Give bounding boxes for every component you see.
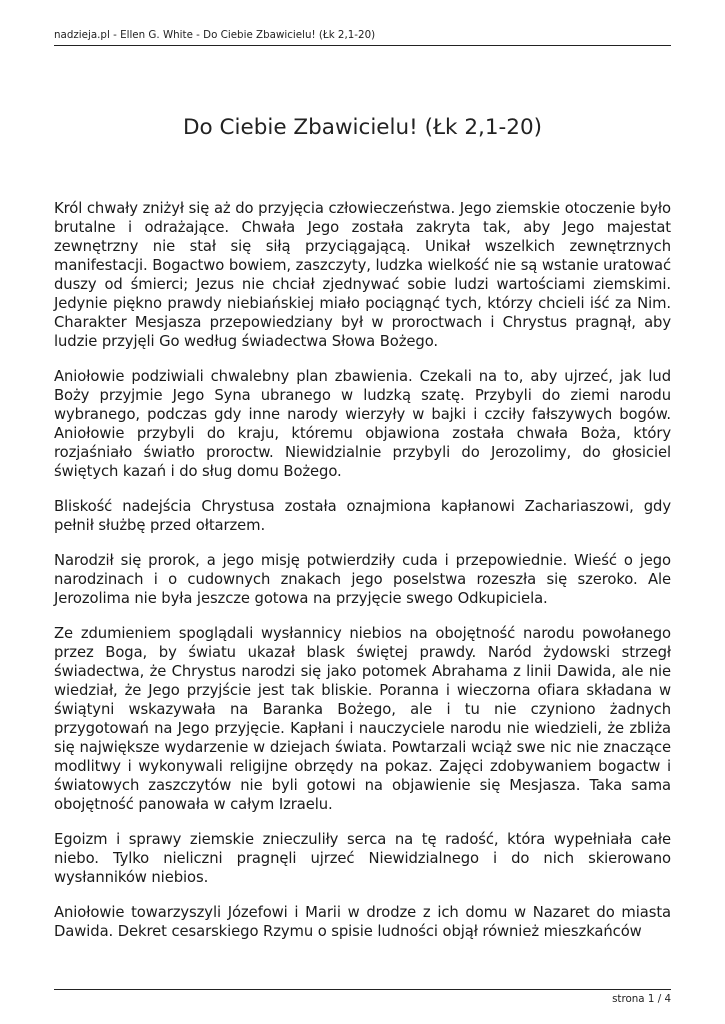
document-body (54, 199, 671, 957)
paragraph: Narodził się prorok, a jego misję potwierdziły cuda i przepowiednie. Wieść o jego narodzinach i o cudownych znakach jego poselstwa rozeszła się szeroko. Ale Jerozolima nie była jeszcze gotowa na przyjęcie swego Odkupiciela. (54, 552, 671, 607)
paragraph: Egoizm i sprawy ziemskie znieczuliły serca na tę radość, która wypełniała całe niebo. Tylko nieliczni pragnęli ujrzeć Niewidzialnego i do nich skierowano wysłanników niebios. (54, 831, 671, 886)
page-footer (54, 989, 671, 1005)
page-header (54, 29, 671, 46)
paragraph: Bliskość nadejścia Chrystusa została oznajmiona kapłanowi Zachariaszowi, gdy pełnił służbę przed ołtarzem. (54, 498, 671, 534)
paragraph: Ze zdumieniem spoglądali wysłannicy niebios na obojętność narodu powołanego przez Boga, by światu ukazał blask świętej prawdy. Naród żydowski strzegł świadectwa, że Chrystus narodzi się jako potomek Abrahama z linii Dawida, ale nie wiedział, że Jego przyjście jest tak bliskie. Poranna i wieczorna ofiara składana w świątyni wskazywała na Baranka Bożego, ale i tu nie czyniono żadnych przygotowań na Jego przyjęcie. Kapłani i nauczyciele narodu nie wiedzieli, że zbliża się największe wydarzenie w dziejach świata. Powtarzali wciąż swe nic nie znaczące modlitwy i wykonywali religijne obrzędy na pokaz. Zajęci zdobywaniem bogactw i światowych zaszczytów nie byli gotowi na objawienie się Mesjasza. Taka sama obojętność panowała w całym Izraelu. (54, 625, 671, 813)
header-text: nadzieja.pl - Ellen G. White - Do Ciebie Zbawicielu! (Łk 2,1-20) (54, 29, 376, 41)
page-number: strona 1 / 4 (612, 993, 671, 1005)
paragraph: Aniołowie towarzyszyli Józefowi i Marii w drodze z ich domu w Nazaret do miasta Dawida. Dekret cesarskiego Rzymu o spisie ludności objął również mieszkańców (54, 904, 671, 940)
paragraph: Król chwały zniżył się aż do przyjęcia człowieczeństwa. Jego ziemskie otoczenie było brutalne i odrażające. Chwała Jego została zakryta tak, aby Jego majestat zewnętrzny nie stał się siłą przyciągającą. Unikał wszelkich zewnętrznych manifestacji. Bogactwo bowiem, zaszczyty, ludzka wielkość nie są wstanie uratować duszy od śmierci; Jezus nie chciał zjednywać sobie ludzi wartościami ziemskimi. Jedynie piękno prawdy niebiańskiej miało pociągnąć tych, którzy chcieli iść za Nim. Charakter Mesjasza przepowiedziany był w proroctwach i Chrystus pragnął, aby ludzie przyjęli Go według świadectwa Słowa Bożego. (54, 200, 671, 350)
paragraph: Aniołowie podziwiali chwalebny plan zbawienia. Czekali na to, aby ujrzeć, jak lud Boży przyjmie Jego Syna ubranego w ludzką szatę. Przybyli do ziemi narodu wybranego, podczas gdy inne narody wierzyły w bajki i czciły fałszywych bogów. Aniołowie przybyli do kraju, któremu objawiona została chwała Boża, który rozjaśniało światło proroctw. Niewidzialnie przybyli do Jerozolimy, do głosiciel świętych kazań i do sług domu Bożego. (54, 368, 671, 480)
document-title: Do Ciebie Zbawicielu! (Łk 2,1-20) (182, 115, 543, 140)
